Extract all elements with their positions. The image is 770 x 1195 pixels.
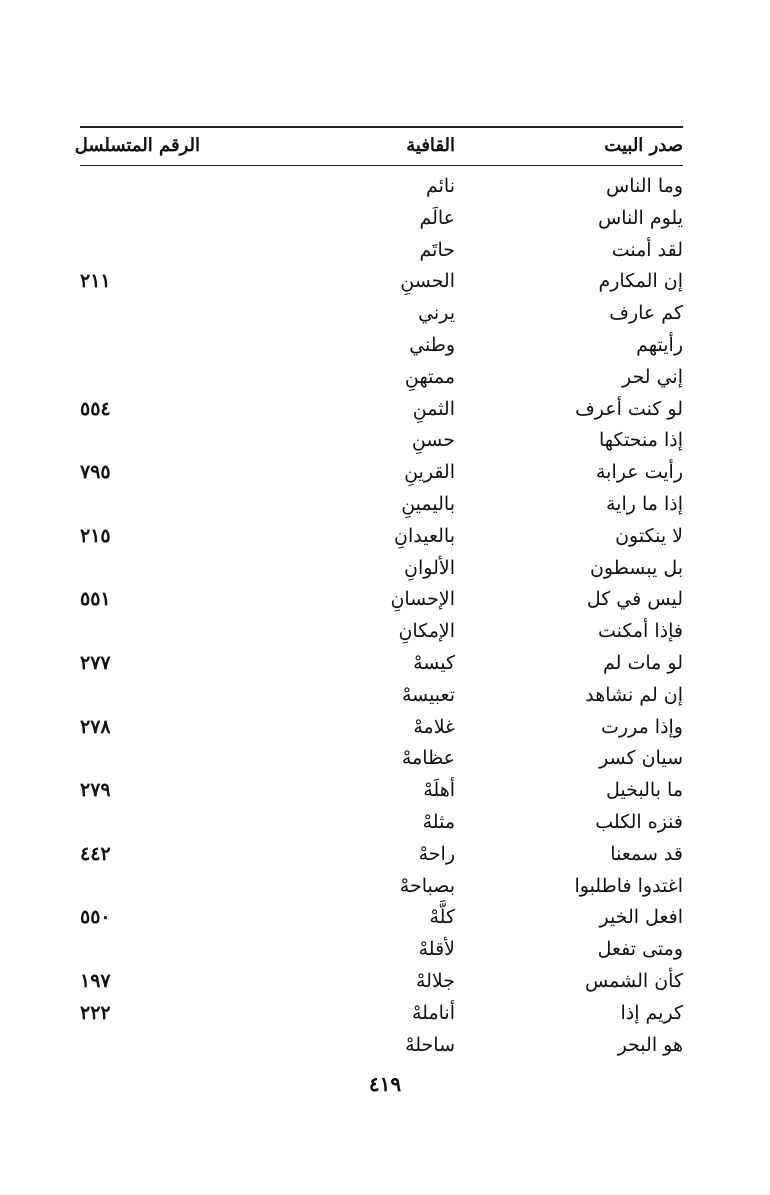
table-row bbox=[80, 774, 683, 806]
rhyme-word: الألوانِ bbox=[404, 556, 455, 579]
rhyme-word: نائم bbox=[425, 175, 455, 197]
table-row bbox=[80, 329, 683, 361]
table-row bbox=[80, 997, 683, 1029]
rhyme-word: تعبيسهْ bbox=[401, 683, 455, 706]
header-serial-number: الرقم المتسلسل bbox=[74, 135, 200, 156]
table-row bbox=[80, 456, 683, 488]
serial-number: ٢١٥ bbox=[80, 524, 111, 547]
table-row bbox=[80, 870, 683, 902]
rhyme-word: حاتَم bbox=[419, 238, 455, 261]
table-top-rule bbox=[80, 126, 683, 128]
verse-opening: رأيت عرابة bbox=[595, 461, 683, 484]
verse-opening: يلوم الناس bbox=[598, 206, 683, 229]
verse-opening: ليس في كل bbox=[586, 588, 683, 611]
rhyme-word: باليمينِ bbox=[401, 492, 455, 515]
table-row bbox=[80, 1029, 683, 1061]
rhyme-word: غلامهْ bbox=[413, 715, 455, 738]
verse-opening: كم عارف bbox=[609, 302, 683, 325]
rhyme-word: كيسهْ bbox=[413, 651, 455, 674]
table-row bbox=[80, 838, 683, 870]
table-row bbox=[80, 583, 683, 615]
serial-number: ٥٥١ bbox=[80, 588, 111, 611]
table-body bbox=[80, 170, 683, 1060]
rhyme-word: لأقلهْ bbox=[418, 938, 455, 961]
rhyme-word: حسنِ bbox=[411, 429, 455, 452]
rhyme-word: ساحلهْ bbox=[405, 1033, 455, 1056]
serial-number: ٥٥٠ bbox=[80, 906, 111, 929]
table-row bbox=[80, 202, 683, 234]
table-row bbox=[80, 647, 683, 679]
rhyme-word: مثلهْ bbox=[422, 810, 455, 833]
serial-number: ٢٧٨ bbox=[80, 715, 111, 738]
verse-opening: وإذا مررت bbox=[601, 715, 683, 738]
rhyme-word: الثمنِ bbox=[412, 397, 455, 420]
rhyme-word: كلَّهْ bbox=[429, 906, 455, 929]
rhyme-word: بالعيدانِ bbox=[394, 524, 455, 547]
header-rule bbox=[80, 165, 683, 166]
table-row bbox=[80, 170, 683, 202]
verse-opening: سيان كسر bbox=[599, 747, 683, 770]
verse-opening: إن المكارم bbox=[598, 270, 683, 293]
header-sadr: صدر البيت bbox=[604, 135, 683, 156]
serial-number: ١٩٧ bbox=[80, 969, 111, 992]
table-row bbox=[80, 424, 683, 456]
rhyme-word: يرني bbox=[418, 302, 455, 325]
table-row bbox=[80, 552, 683, 584]
verse-opening: بل يبسطون bbox=[589, 556, 683, 579]
table-row bbox=[80, 520, 683, 552]
table-row bbox=[80, 265, 683, 297]
rhyme-word: القرينِ bbox=[404, 461, 455, 484]
table-row bbox=[80, 297, 683, 329]
page-number: ٤١٩ bbox=[368, 1072, 402, 1096]
serial-number: ٤٤٢ bbox=[80, 842, 111, 865]
table-row bbox=[80, 711, 683, 743]
verse-opening: كريم إذا bbox=[620, 1001, 683, 1024]
table-header bbox=[74, 130, 683, 164]
serial-number: ٢٧٧ bbox=[80, 651, 111, 674]
verse-opening: ما بالبخيل bbox=[606, 779, 683, 802]
table-row bbox=[80, 361, 683, 393]
verse-opening: فإذا أمكنت bbox=[598, 620, 683, 643]
rhyme-word: الإمكانِ bbox=[398, 620, 455, 643]
rhyme-word: جلالهْ bbox=[415, 969, 455, 992]
table-row bbox=[80, 234, 683, 266]
verse-opening: لقد أمنت bbox=[611, 238, 683, 261]
rhyme-word: الحسنِ bbox=[400, 270, 455, 293]
table-row bbox=[80, 679, 683, 711]
serial-number: ٥٥٤ bbox=[80, 397, 111, 420]
verse-opening: لو مات لم bbox=[603, 651, 683, 674]
verse-opening: اغتدوا فاطلبوا bbox=[574, 874, 683, 897]
table-row bbox=[80, 742, 683, 774]
table-row bbox=[80, 806, 683, 838]
table-row bbox=[80, 965, 683, 997]
verse-opening: إذا منحتكها bbox=[598, 429, 683, 452]
serial-number: ٢١١ bbox=[80, 270, 111, 293]
table-row bbox=[80, 901, 683, 933]
rhyme-word: عالَم bbox=[419, 206, 455, 229]
table-row bbox=[80, 488, 683, 520]
rhyme-word: أهلَهْ bbox=[423, 779, 455, 802]
rhyme-word: عظامهْ bbox=[401, 747, 455, 770]
verse-opening: إن لم نشاهد bbox=[585, 683, 683, 706]
verse-opening: إذا ما راية bbox=[606, 492, 683, 515]
verse-opening: وما الناس bbox=[606, 175, 683, 197]
verse-opening: إني لحر bbox=[622, 365, 683, 388]
verse-opening: كأن الشمس bbox=[584, 969, 683, 992]
rhyme-word: وطني bbox=[409, 333, 455, 356]
serial-number: ٢٧٩ bbox=[80, 779, 111, 802]
serial-number: ٢٢٢ bbox=[80, 1001, 111, 1024]
rhyme-word: راحهْ bbox=[418, 842, 455, 865]
verse-opening: لا ينكتون bbox=[615, 524, 683, 547]
rhyme-word: ممتهنِ bbox=[404, 365, 455, 388]
verse-opening: لو كنت أعرف bbox=[575, 397, 683, 420]
verse-opening: فنزه الكلب bbox=[595, 810, 683, 833]
rhyme-word: الإحسانِ bbox=[390, 588, 455, 611]
header-qafia: القافية bbox=[406, 135, 455, 156]
table-row bbox=[80, 615, 683, 647]
table-row bbox=[80, 393, 683, 425]
verse-opening: ومتى تفعل bbox=[597, 938, 683, 961]
rhyme-word: أناملهْ bbox=[411, 1001, 455, 1024]
verse-opening: هو البحر bbox=[617, 1033, 683, 1056]
verse-opening: رأيتهم bbox=[636, 333, 683, 356]
table-row bbox=[80, 933, 683, 965]
serial-number: ٧٩٥ bbox=[80, 461, 111, 484]
verse-opening: افعل الخير bbox=[599, 906, 683, 929]
verse-opening: قد سمعنا bbox=[610, 842, 683, 865]
rhyme-word: بصباحهْ bbox=[399, 874, 455, 897]
